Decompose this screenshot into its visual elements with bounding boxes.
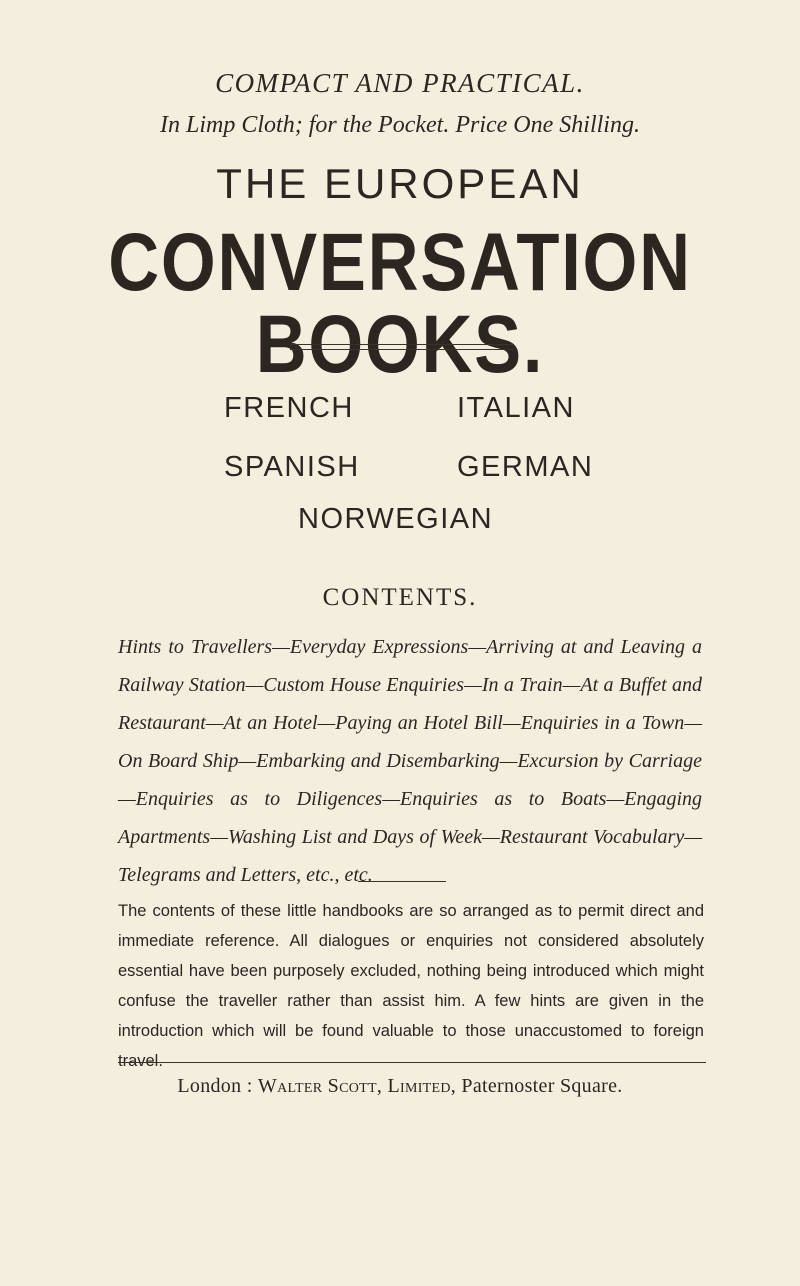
language-spanish: SPANISH bbox=[224, 451, 360, 483]
contents-list: Hints to Travellers—Everyday Expressions—Arriving at and Leaving a Railway Station—Custom House Enquiries—In a Train—At a Buffet and Restaurant—At an Hotel—Paying an Hotel Bill—Enquiries in a Town—On Board Ship—Embarking and Disembarking—Excursion by Carriage—Enquiries as to Diligences—Enquiries as to Boats—Engaging Apartments—Washing List and Days of Week—Restaurant Vocabulary—Telegrams and Letters, etc., etc. bbox=[118, 636, 702, 886]
imprint-publisher: Walter Scott, Limited, bbox=[257, 1075, 457, 1097]
language-french: FRENCH bbox=[224, 392, 354, 424]
description-paragraph: The contents of these little handbooks are so arranged as to permit direct and immediate reference. All dialogues or enquiries not considered absolutely essential have been purposely excluded, nothing being introduced which might confuse the traveller rather than assist him. A few hints are given in the introduction which will be found valuable to those unaccustomed to foreign travel. bbox=[118, 902, 704, 1070]
kicker-heading: COMPACT AND PRACTICAL. bbox=[215, 68, 585, 98]
imprint-address: Paternoster Square. bbox=[461, 1075, 623, 1097]
language-norwegian: NORWEGIAN bbox=[298, 503, 494, 535]
title-line-1: THE EUROPEAN bbox=[216, 160, 584, 207]
title-line-2: CONVERSATION BOOKS. bbox=[108, 217, 692, 390]
language-italian: ITALIAN bbox=[457, 392, 575, 424]
long-rule bbox=[118, 1062, 706, 1063]
contents-heading: CONTENTS. bbox=[322, 584, 478, 611]
double-rule bbox=[290, 344, 514, 350]
language-german: GERMAN bbox=[457, 451, 594, 483]
format-price-line: In Limp Cloth; for the Pocket. Price One Shilling. bbox=[160, 112, 640, 138]
publisher-imprint bbox=[0, 1075, 800, 1098]
imprint-city: London : bbox=[177, 1075, 253, 1097]
short-rule bbox=[358, 881, 446, 882]
